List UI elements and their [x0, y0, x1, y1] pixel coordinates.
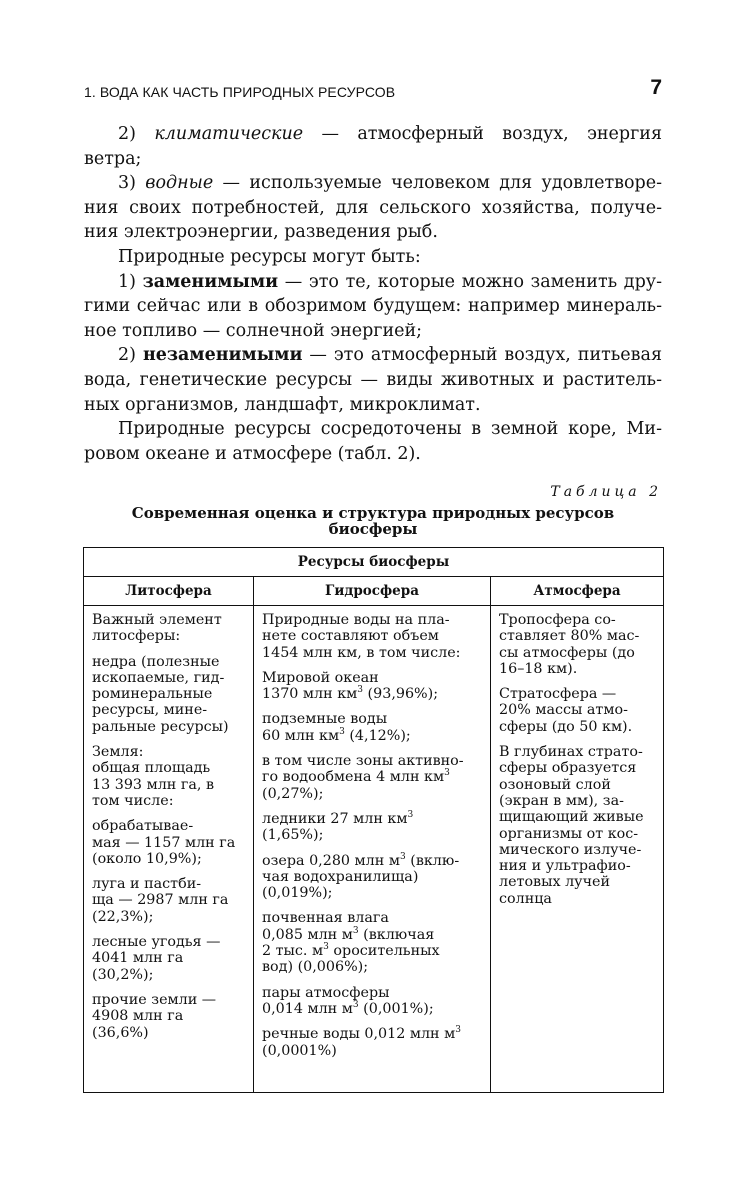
text-line: сферы (до 50 км). [499, 718, 633, 735]
text-line: в том числе зоны активно- [262, 753, 464, 770]
text-line: 60 млн км [262, 727, 340, 744]
superscript: 3 [339, 727, 345, 738]
text-line: почвенная влага [262, 910, 389, 927]
text-line: — это те, которые можно заменить дру- [278, 271, 662, 292]
text-line: 1454 млн км, в том числе: [262, 644, 461, 661]
item-number: 2) [118, 345, 143, 366]
text-line: роминеральные [92, 686, 213, 703]
text-line: (93,96%); [363, 686, 439, 703]
text-line: ровом океане и атмосфере (табл. 2). [84, 443, 421, 464]
superscript: 3 [352, 925, 359, 936]
text-line: 16–18 км). [499, 660, 578, 677]
text-line: 2 тыс. м [262, 943, 324, 960]
text-line: пары атмосферы [262, 984, 390, 1001]
paragraph-climatic [84, 122, 662, 147]
table-header-main: Ресурсы биосферы [84, 548, 664, 577]
text-line: (экран в мм), за- [499, 792, 624, 809]
column-header-atmosphere: Атмосфера [491, 577, 664, 606]
cell-paragraph [499, 686, 655, 735]
paragraph-nonrenewable [84, 343, 662, 368]
text-line: ледники 27 млн км [262, 810, 408, 827]
superscript: 3 [407, 810, 414, 821]
text-line: ния и ультрафио- [499, 858, 631, 875]
text-line: вод) (0,006%); [262, 959, 369, 976]
cell-paragraph [262, 670, 482, 703]
text-line: общая площадь [92, 760, 211, 777]
text-line: лесные угодья — [92, 934, 221, 951]
item-number: 3) [118, 173, 146, 194]
cell-paragraph [262, 711, 482, 744]
text-line: сферы образуется [499, 760, 637, 777]
term-climatic: климатические [154, 124, 304, 144]
text-line: Важный элемент [92, 612, 222, 628]
superscript: 3 [399, 851, 406, 862]
text-line: обрабатывае- [92, 818, 194, 835]
page-number: 7 [650, 76, 662, 99]
text-line: ния своих потребностей, для сельского хозяйства, получе- [84, 197, 662, 218]
text-line: 13 393 млн га, в [92, 776, 214, 793]
cell-paragraph [499, 744, 655, 907]
column-header-lithosphere: Литосфера [84, 577, 254, 606]
text-line: 20% массы атмо- [499, 702, 628, 719]
text-line: Тропосфера со- [499, 612, 616, 628]
paragraph-climatic-cont: ветра; [84, 148, 142, 169]
cell-paragraph [92, 992, 245, 1041]
term-nonrenewable: незаменимыми [142, 345, 303, 366]
text-line: (0,0001%) [262, 1042, 337, 1059]
superscript: 3 [357, 685, 363, 696]
text-line: (36,6%) [92, 1024, 149, 1041]
cell-paragraph [92, 612, 245, 645]
text-line: летовых лучей [499, 874, 611, 891]
text-line: (0,27%); [262, 785, 324, 802]
text-line: ное топливо — солнечной энергией; [84, 320, 423, 341]
text-line: (4,12%); [344, 727, 411, 744]
text-line: организмы от кос- [499, 825, 639, 842]
text-line: — используемые человеком для удовлетворе- [213, 173, 662, 194]
text-line: озера 0,280 млн м [262, 852, 400, 869]
cell-paragraph [262, 753, 482, 802]
text-line: го водообмена 4 млн км [262, 769, 445, 786]
text-line: вода, генетические ресурсы — виды животных и раститель- [84, 369, 662, 390]
text-line: мая — 1157 млн га [92, 834, 236, 851]
cell-lithosphere [84, 606, 254, 1093]
cell-paragraph [262, 612, 482, 661]
text-line: луга и пастби- [92, 876, 202, 893]
table-caption [84, 505, 662, 537]
text-line: ща — 2987 млн га [92, 892, 229, 909]
text-line: щищающий живые [499, 809, 644, 826]
text-line: (22,3%); [92, 908, 154, 925]
superscript: 3 [444, 768, 450, 779]
cell-atmosphere [491, 606, 664, 1093]
superscript: 3 [455, 1025, 461, 1036]
item-number: 2) [118, 124, 155, 144]
column-header-hydrosphere: Гидросфера [254, 577, 491, 606]
text-line: 0,014 млн м [262, 1000, 353, 1017]
term-renewable: заменимыми [142, 271, 279, 292]
cell-paragraph [499, 612, 655, 677]
cell-paragraph [262, 985, 482, 1018]
text-line: В глубинах страто- [499, 744, 643, 761]
text-line: недра (полезные [92, 653, 220, 670]
text-line: прочие земли — [92, 991, 217, 1008]
text-line: Стратосфера — [499, 686, 617, 703]
text-line: солнца [499, 890, 552, 907]
text-line: — это атмосферный воздух, питьевая [302, 345, 662, 366]
cell-paragraph [262, 1026, 482, 1059]
text-line: (включая [358, 926, 435, 943]
cell-paragraph [262, 811, 482, 844]
text-line: (вклю- [405, 852, 460, 869]
text-line: 0,085 млн м [262, 926, 353, 943]
superscript: 3 [323, 942, 329, 953]
text-line: (30,2%); [92, 966, 154, 983]
item-number: 1) [118, 271, 143, 292]
text-line: мического излуче- [499, 841, 642, 858]
text-line: ральные ресурсы) [92, 718, 229, 735]
paragraph-intro: Природные ресурсы могут быть: [118, 246, 421, 267]
table-label: Таблица 2 [550, 484, 662, 500]
text-line: 1370 млн км [262, 686, 358, 703]
text-line: том числе: [92, 792, 174, 809]
paragraph-renewable [84, 270, 662, 295]
text-line: гими сейчас или в обозримом будущем: например минераль- [84, 296, 662, 317]
cell-paragraph [92, 876, 245, 925]
cell-paragraph [92, 818, 245, 867]
text-line: (1,65%); [262, 827, 324, 844]
cell-paragraph [92, 744, 245, 809]
text-line: нете составляют объем [262, 628, 439, 645]
cell-paragraph [92, 934, 245, 983]
text-line: Природные воды на пла- [262, 612, 450, 628]
biosphere-resources-table [83, 547, 664, 1093]
text-line: — атмосферный воздух, энергия [303, 124, 662, 144]
text-line: ных организмов, ландшафт, микроклимат. [84, 394, 481, 415]
text-line: ресурсы, мине- [92, 702, 208, 719]
table-caption-line: биосферы [328, 520, 418, 538]
running-header [84, 74, 662, 100]
text-line: подземные воды [262, 711, 388, 728]
cell-paragraph [262, 853, 482, 902]
cell-paragraph [92, 654, 245, 735]
text-line: (0,001%); [358, 1000, 434, 1017]
text-line: сы атмосферы (до [499, 644, 635, 661]
text-line: (0,019%); [262, 885, 333, 902]
table-caption-line: Современная оценка и структура природных ресурсов [131, 504, 615, 522]
text-line: ставляет 80% мас- [499, 628, 640, 645]
text-line: ния электроэнергии, разведения рыб. [84, 222, 438, 243]
text-line: Земля: [92, 744, 144, 761]
chapter-title: 1. ВОДА КАК ЧАСТЬ ПРИРОДНЫХ РЕСУРСОВ [84, 84, 396, 100]
text-line: 4041 млн га [92, 950, 184, 967]
text-line: озоновый слой [499, 776, 611, 793]
cell-hydrosphere [254, 606, 491, 1093]
text-line: 4908 млн га [92, 1008, 184, 1025]
text-line: оросительных [328, 943, 440, 960]
term-water: водные [145, 173, 214, 194]
text-line: чая водохранилища) [262, 868, 419, 885]
text-line: речные воды 0,012 млн м [262, 1026, 456, 1043]
paragraph-concentration: Природные ресурсы сосредоточены в земной коре, Ми- [118, 419, 662, 440]
cell-paragraph [262, 910, 482, 975]
text-line: ископаемые, гид- [92, 669, 225, 686]
paragraph-water [84, 171, 662, 196]
text-line: литосферы: [92, 628, 181, 645]
text-line: Мировой океан [262, 669, 379, 686]
superscript: 3 [352, 1000, 359, 1011]
body-text [84, 122, 662, 466]
text-line: (около 10,9%); [92, 850, 202, 867]
